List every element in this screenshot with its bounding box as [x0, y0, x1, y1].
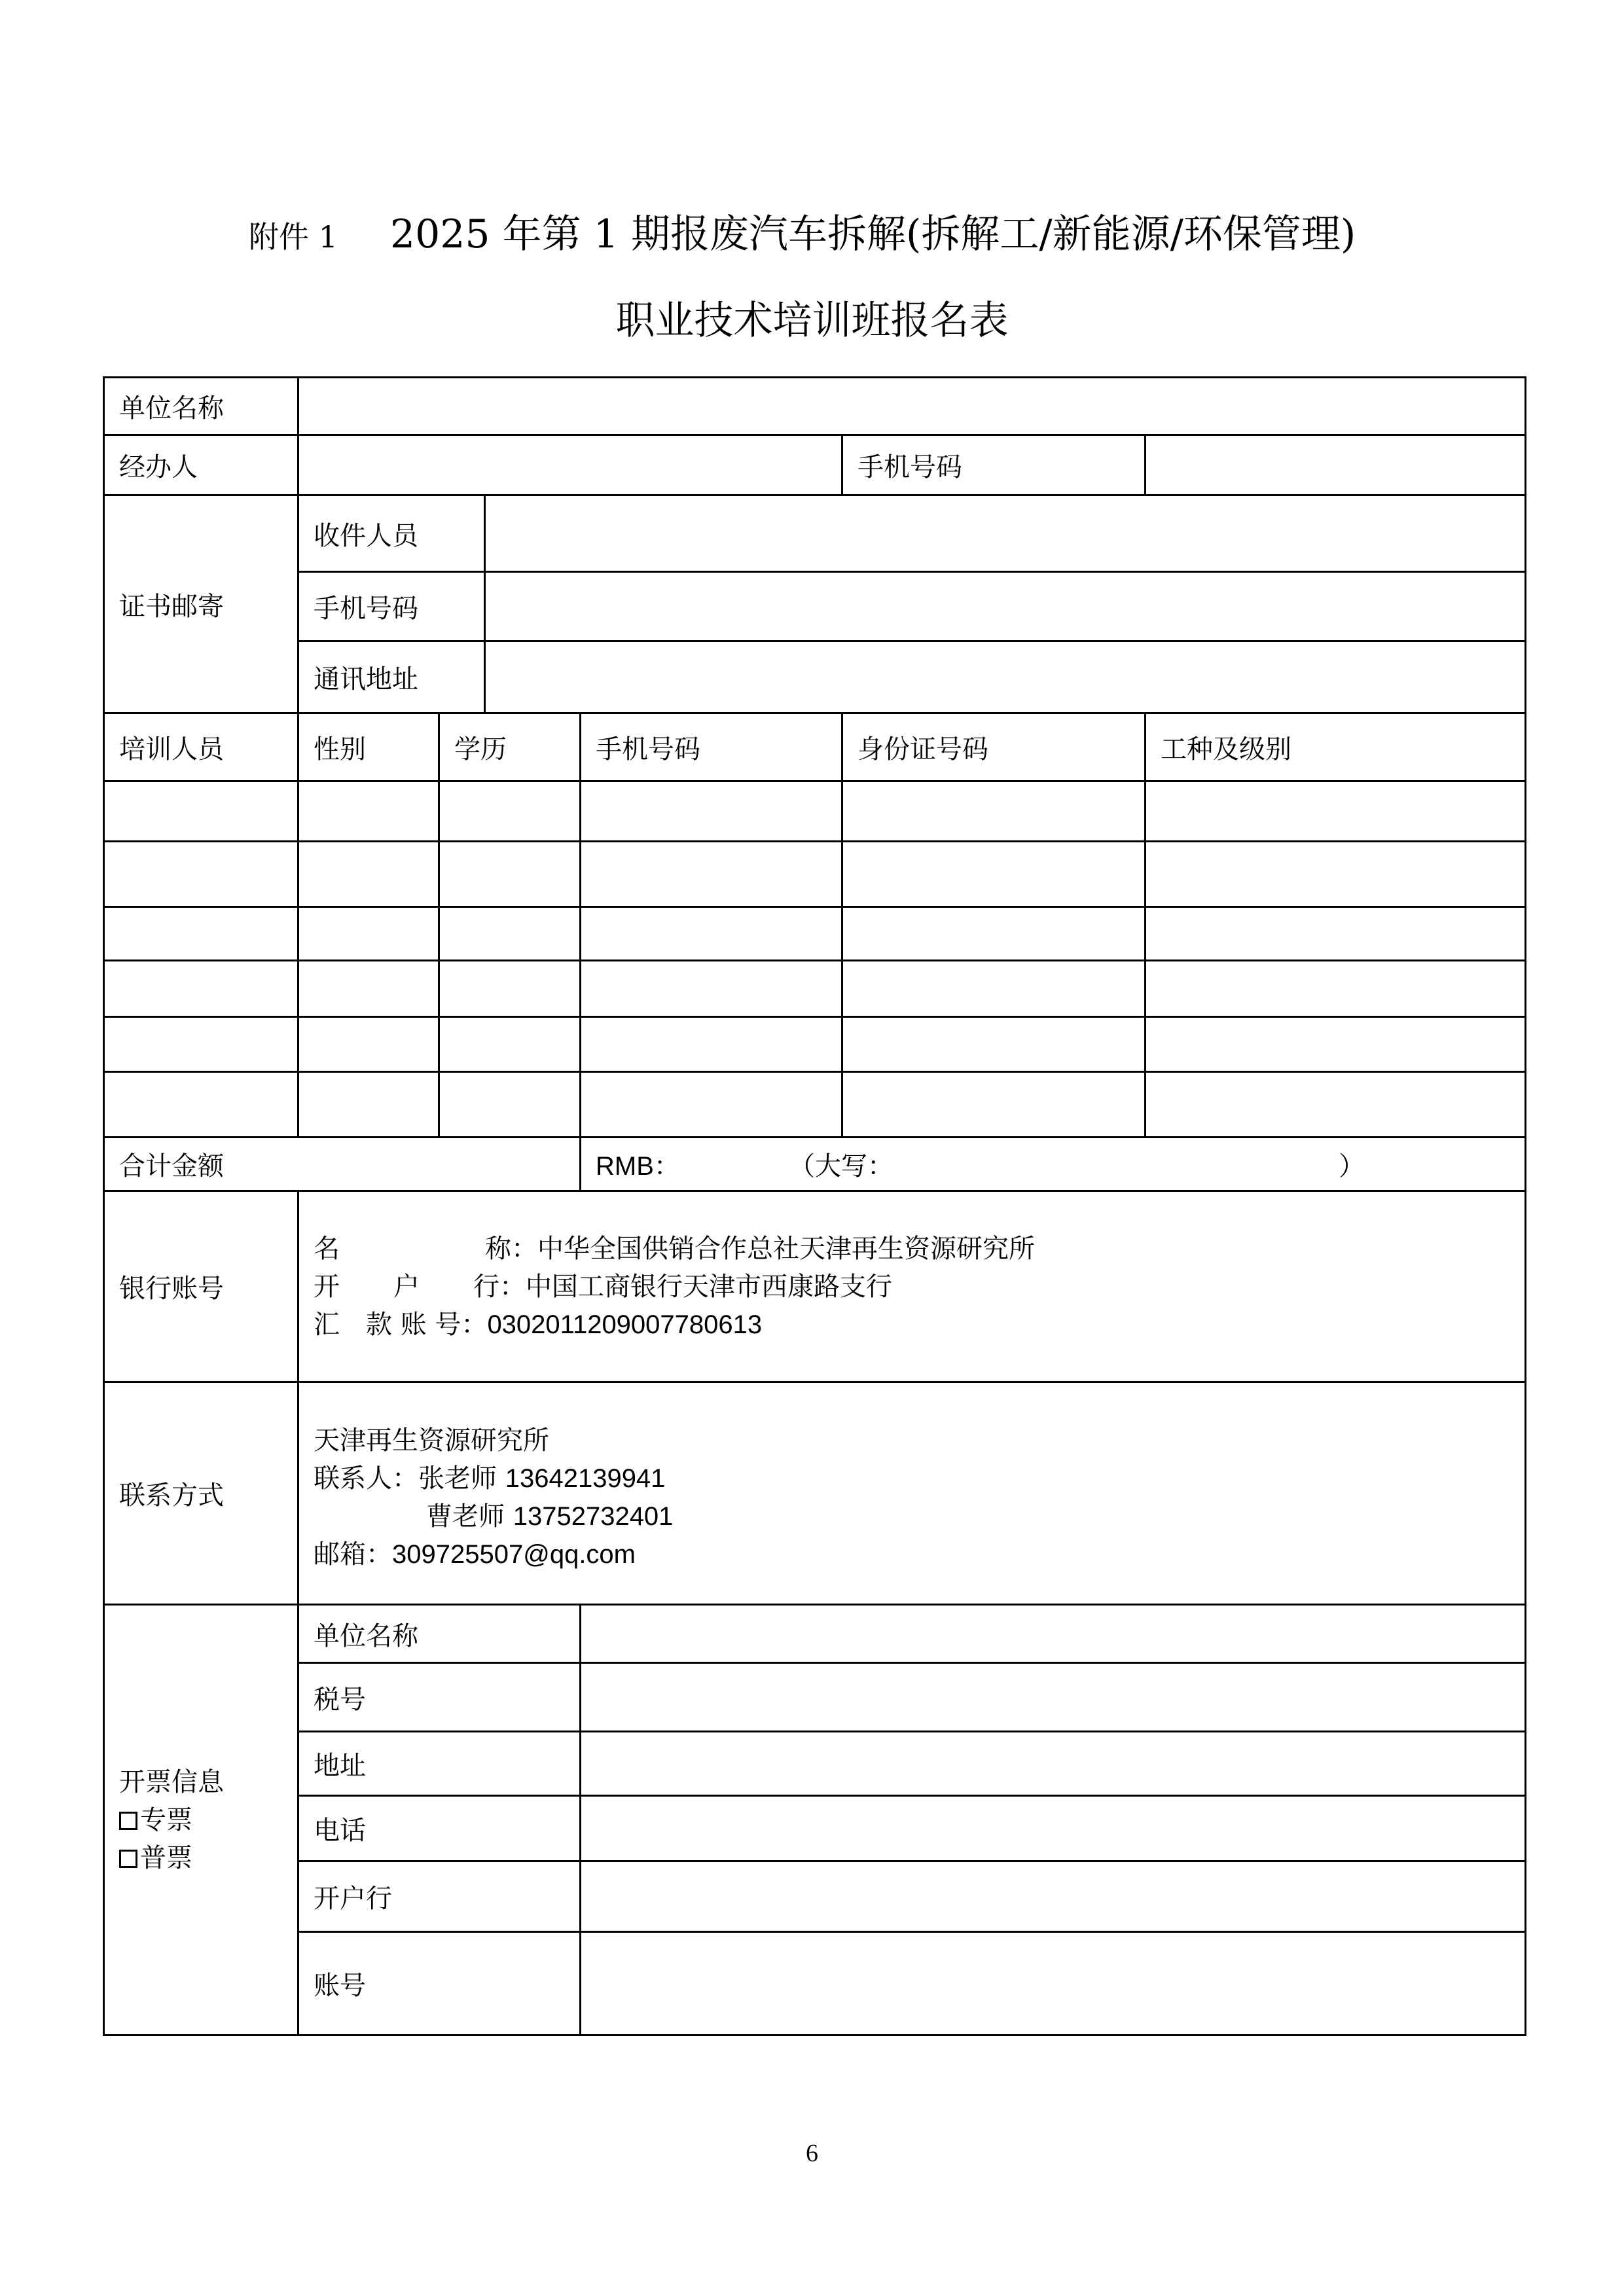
trainee-row [104, 1072, 1526, 1138]
trainee-job-level-cell[interactable] [1146, 961, 1526, 1017]
bank-name-value: 中华全国供销合作总社天津再生资源研究所 [537, 1233, 1035, 1264]
invoice-address-label: 地址 [298, 1732, 581, 1796]
trainee-education-cell[interactable] [439, 907, 581, 961]
recipient-label: 收件人员 [298, 495, 485, 572]
trainee-gender-cell[interactable] [298, 842, 439, 907]
contact-label: 联系方式 [104, 1382, 298, 1605]
trainee-id-cell[interactable] [842, 781, 1146, 842]
handler-label: 经办人 [104, 435, 298, 495]
trainee-name-cell[interactable] [104, 907, 298, 961]
address-field[interactable] [485, 641, 1526, 713]
invoice-option-special[interactable]: 专票 [119, 1801, 297, 1839]
trainee-education-cell[interactable] [439, 961, 581, 1017]
attachment-label: 附件 1 [249, 219, 338, 255]
trainee-job-level-cell[interactable] [1146, 781, 1526, 842]
trainee-header-name: 培训人员 [104, 713, 298, 781]
trainee-gender-cell[interactable] [298, 1017, 439, 1072]
handler-field[interactable] [298, 435, 842, 495]
trainee-header-id: 身份证号码 [842, 713, 1146, 781]
document-title-line1 [249, 208, 1356, 263]
trainee-name-cell[interactable] [104, 1072, 298, 1138]
handler-phone-label: 手机号码 [842, 435, 1146, 495]
invoice-info-label-cell [104, 1605, 298, 2036]
unit-name-field[interactable] [298, 378, 1526, 435]
trainee-row [104, 907, 1526, 961]
document-title-line2: 职业技术培训班报名表 [615, 298, 1009, 344]
checkbox-icon[interactable] [119, 1812, 137, 1830]
trainee-id-cell[interactable] [842, 842, 1146, 907]
trainee-header-row [104, 713, 1526, 781]
trainee-phone-cell[interactable] [581, 781, 842, 842]
trainee-phone-cell[interactable] [581, 1072, 842, 1138]
invoice-account-label: 账号 [298, 1932, 581, 2036]
contact-email: 邮箱：309725507@qq.com [314, 1539, 636, 1570]
recipient-field[interactable] [485, 495, 1526, 572]
checkbox-icon[interactable] [119, 1850, 137, 1868]
cert-phone-field[interactable] [485, 572, 1526, 641]
invoice-option-normal[interactable]: 普票 [119, 1839, 297, 1877]
invoice-account-field[interactable] [581, 1932, 1526, 2036]
trainee-row [104, 781, 1526, 842]
trainee-job-level-cell[interactable] [1146, 1072, 1526, 1138]
bank-account-label: 银行账号 [104, 1191, 298, 1382]
bank-account-info [298, 1191, 1526, 1382]
trainee-name-cell[interactable] [104, 1017, 298, 1072]
trainee-gender-cell[interactable] [298, 961, 439, 1017]
invoice-tax-id-label: 税号 [298, 1663, 581, 1732]
trainee-name-cell[interactable] [104, 842, 298, 907]
trainee-phone-cell[interactable] [581, 961, 842, 1017]
invoice-phone-field[interactable] [581, 1796, 1526, 1861]
trainee-header-gender: 性别 [298, 713, 439, 781]
trainee-header-phone: 手机号码 [581, 713, 842, 781]
capital-amount-label: （大写： [789, 1151, 893, 1181]
trainee-id-cell[interactable] [842, 961, 1146, 1017]
invoice-info-label: 开票信息 [119, 1767, 224, 1797]
bank-branch-line: 开 户 行：中国工商银行天津市西康路支行 [314, 1271, 892, 1302]
trainee-row [104, 842, 1526, 907]
registration-form-table [103, 376, 1526, 2036]
contact-person-2: 曹老师 13752732401 [426, 1501, 674, 1532]
invoice-tax-id-field[interactable] [581, 1663, 1526, 1732]
contact-person-1: 联系人：张老师 13642139941 [314, 1463, 666, 1494]
cert-mail-label: 证书邮寄 [104, 495, 298, 713]
trainee-gender-cell[interactable] [298, 907, 439, 961]
trainee-education-cell[interactable] [439, 781, 581, 842]
trainee-row [104, 961, 1526, 1017]
invoice-unit-name-field[interactable] [581, 1605, 1526, 1663]
trainee-name-cell[interactable] [104, 781, 298, 842]
trainee-education-cell[interactable] [439, 842, 581, 907]
capital-close-paren: ） [1339, 1151, 1365, 1181]
invoice-phone-label: 电话 [298, 1796, 581, 1861]
trainee-id-cell[interactable] [842, 1017, 1146, 1072]
trainee-phone-cell[interactable] [581, 907, 842, 961]
trainee-header-education: 学历 [439, 713, 581, 781]
rmb-label: RMB： [596, 1152, 680, 1181]
trainee-phone-cell[interactable] [581, 1017, 842, 1072]
trainee-education-cell[interactable] [439, 1017, 581, 1072]
trainee-gender-cell[interactable] [298, 781, 439, 842]
invoice-address-field[interactable] [581, 1732, 1526, 1796]
bank-account-line: 汇 款 账 号：0302011209007780613 [314, 1309, 763, 1340]
trainee-header-job-level: 工种及级别 [1146, 713, 1526, 781]
total-amount-field[interactable] [581, 1138, 1526, 1191]
trainee-job-level-cell[interactable] [1146, 907, 1526, 961]
invoice-bank-field[interactable] [581, 1861, 1526, 1932]
bank-account-number: 0302011209007780613 [487, 1310, 763, 1339]
invoice-bank-label: 开户行 [298, 1861, 581, 1932]
trainee-job-level-cell[interactable] [1146, 1017, 1526, 1072]
trainee-id-cell[interactable] [842, 1072, 1146, 1138]
contact-org: 天津再生资源研究所 [314, 1425, 549, 1456]
title-text: 2025 年第 1 期报废汽车拆解(拆解工/新能源/环保管理) [389, 211, 1356, 257]
trainee-job-level-cell[interactable] [1146, 842, 1526, 907]
trainee-education-cell[interactable] [439, 1072, 581, 1138]
unit-name-label: 单位名称 [104, 378, 298, 435]
total-amount-label: 合计金额 [104, 1138, 581, 1191]
bank-branch-value: 中国工商银行天津市西康路支行 [526, 1271, 892, 1302]
handler-phone-field[interactable] [1146, 435, 1526, 495]
contact-phone-1: 13642139941 [505, 1463, 666, 1493]
contact-phone-2: 13752732401 [513, 1501, 674, 1531]
trainee-id-cell[interactable] [842, 907, 1146, 961]
invoice-unit-name-label: 单位名称 [298, 1605, 581, 1663]
cert-phone-label: 手机号码 [298, 572, 485, 641]
trainee-gender-cell[interactable] [298, 1072, 439, 1138]
trainee-phone-cell[interactable] [581, 842, 842, 907]
contact-info [298, 1382, 1526, 1605]
trainee-name-cell[interactable] [104, 961, 298, 1017]
address-label: 通讯地址 [298, 641, 485, 713]
page-number: 6 [806, 2140, 818, 2167]
bank-name-line: 名 称：中华全国供销合作总社天津再生资源研究所 [314, 1233, 1035, 1264]
contact-email-value: 309725507@qq.com [392, 1539, 636, 1569]
trainee-row [104, 1017, 1526, 1072]
